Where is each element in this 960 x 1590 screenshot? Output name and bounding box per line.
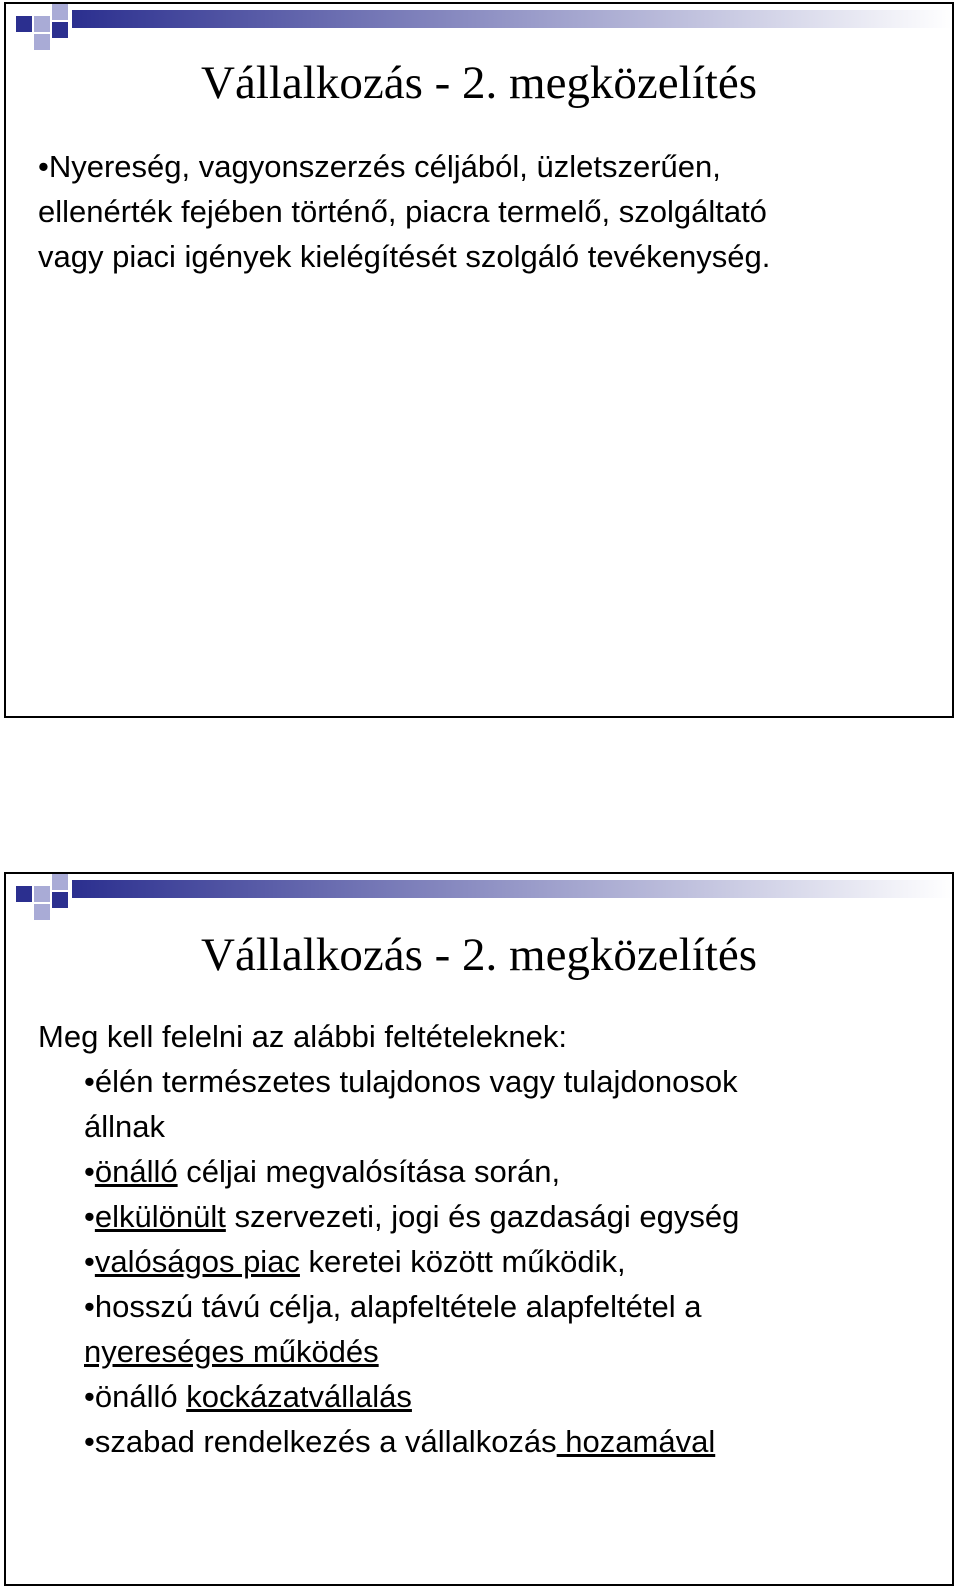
body-line: •Nyereség, vagyonszerzés céljából, üzletszerűen, [38, 149, 721, 184]
list-item: •szabad rendelkezés a vállalkozás hozamával [84, 1424, 716, 1459]
slide-title: Vállalkozás - 2. megközelítés [201, 929, 757, 981]
title-bar-decoration [6, 4, 954, 64]
list-item: •hosszú távú célja, alapfeltétele alapfeltétel a [84, 1289, 702, 1324]
list-item: •valóságos piac keretei között működik, [84, 1244, 626, 1279]
list-item: •önálló céljai megvalósítása során, [84, 1154, 561, 1189]
list-item: •élén természetes tulajdonos vagy tulajdonosok [84, 1064, 738, 1099]
list-item-continuation: nyereséges működés [84, 1334, 379, 1369]
body-line: ellenérték fejében történő, piacra termelő, szolgáltató [38, 194, 767, 229]
slide-body [38, 1014, 932, 1464]
slide-title: Vállalkozás - 2. megközelítés [201, 57, 757, 109]
body-line: vagy piaci igények kielégítését szolgáló tevékenység. [38, 239, 771, 274]
list-item: •önálló kockázatvállalás [84, 1379, 412, 1414]
list-item-continuation: állnak [84, 1109, 165, 1144]
slide-2 [4, 872, 954, 1586]
intro-line: Meg kell felelni az alábbi feltételeknek: [38, 1019, 568, 1054]
list-item: •elkülönült szervezeti, jogi és gazdasági egység [84, 1199, 740, 1234]
slide-body [38, 144, 932, 279]
slide-1 [4, 2, 954, 718]
title-bar-decoration [6, 874, 954, 934]
